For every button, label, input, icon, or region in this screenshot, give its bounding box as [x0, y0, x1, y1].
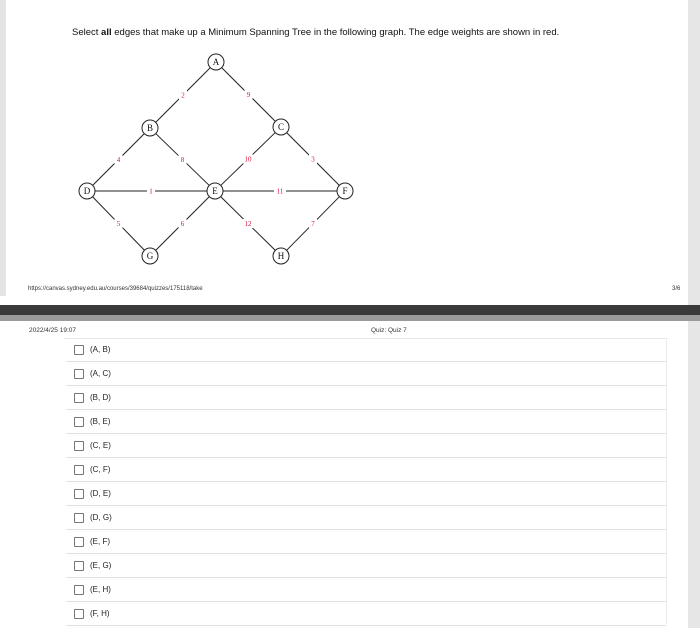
- option-label: (B, D): [90, 393, 111, 402]
- option-label: (F, H): [90, 609, 110, 618]
- checkbox-icon[interactable]: [74, 345, 84, 355]
- option-a-b[interactable]: [66, 338, 666, 362]
- option-f-h[interactable]: [66, 602, 666, 626]
- question-bold: all: [101, 27, 112, 38]
- answer-options: [66, 338, 666, 626]
- question-prefix: Select: [72, 27, 102, 38]
- option-label: (E, G): [90, 561, 112, 570]
- option-label: (A, C): [90, 369, 111, 378]
- node-label: A: [212, 57, 220, 67]
- node-label: G: [146, 251, 154, 261]
- option-label: (C, E): [90, 441, 111, 450]
- option-c-e[interactable]: [66, 434, 666, 458]
- node-label: B: [146, 123, 154, 133]
- checkbox-icon[interactable]: [74, 417, 84, 427]
- edge-weight-label: 6: [180, 220, 185, 228]
- node-label: D: [83, 186, 91, 196]
- option-b-e[interactable]: [66, 410, 666, 434]
- checkbox-icon[interactable]: [74, 609, 84, 619]
- option-e-f[interactable]: [66, 530, 666, 554]
- checkbox-icon[interactable]: [74, 561, 84, 571]
- edge-weight-label: 1: [149, 187, 153, 196]
- option-e-h[interactable]: [66, 578, 666, 602]
- page-divider: [0, 305, 700, 315]
- question-text: [72, 27, 559, 38]
- edge-weight-label: 8: [180, 156, 185, 164]
- checkbox-icon[interactable]: [74, 537, 84, 547]
- checkbox-icon[interactable]: [74, 489, 84, 499]
- checkbox-icon[interactable]: [74, 465, 84, 475]
- option-label: (E, F): [90, 537, 110, 546]
- option-e-g[interactable]: [66, 554, 666, 578]
- checkbox-icon[interactable]: [74, 393, 84, 403]
- edge-weight-label: 12: [244, 220, 252, 228]
- option-a-c[interactable]: [66, 362, 666, 386]
- checkbox-icon[interactable]: [74, 585, 84, 595]
- footer-url: https://canvas.sydney.edu.au/courses/39684/quizzes/175118/take: [28, 286, 203, 292]
- edge-weight-label: 5: [116, 220, 121, 228]
- option-label: (D, G): [90, 513, 112, 522]
- option-label: (E, H): [90, 585, 111, 594]
- option-b-d[interactable]: [66, 386, 666, 410]
- option-c-f[interactable]: [66, 458, 666, 482]
- quiz-header: Quiz: Quiz 7: [371, 327, 407, 334]
- date-header: 2022/4/25 19:07: [29, 327, 76, 334]
- option-label: (B, E): [90, 417, 111, 426]
- option-label: (A, B): [90, 345, 111, 354]
- node-label: H: [277, 251, 285, 261]
- edge-weight-label: 11: [276, 187, 284, 196]
- page-number: 3/6: [672, 286, 681, 292]
- checkbox-icon[interactable]: [74, 369, 84, 379]
- checkbox-icon[interactable]: [74, 441, 84, 451]
- graph-diagram: [70, 50, 370, 272]
- edge-weight-label: 2: [181, 91, 185, 100]
- node-label: E: [212, 186, 218, 196]
- edge-weight-label: 10: [244, 155, 252, 164]
- checkbox-icon[interactable]: [74, 513, 84, 523]
- option-d-g[interactable]: [66, 506, 666, 530]
- node-label: C: [277, 122, 285, 132]
- option-d-e[interactable]: [66, 482, 666, 506]
- option-label: (C, F): [90, 465, 111, 474]
- node-label: F: [342, 186, 348, 196]
- edge-weight-label: 4: [116, 156, 121, 164]
- question-suffix: edges that make up a Minimum Spanning Tree in the following graph. The edge weights are shown in red.: [111, 27, 560, 38]
- edge-weight-label: 3: [311, 155, 315, 164]
- graph-edges: [93, 68, 340, 251]
- edge-weight-label: 9: [246, 91, 251, 99]
- option-label: (D, E): [90, 489, 111, 498]
- edge-weight-label: 7: [311, 220, 315, 228]
- options-right-rule: [666, 338, 667, 624]
